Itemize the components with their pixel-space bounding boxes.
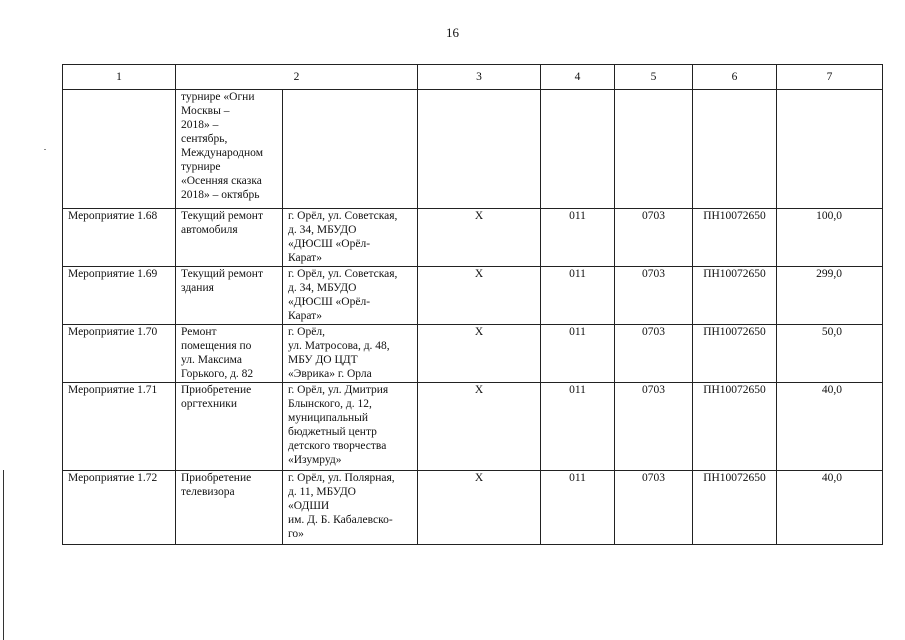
- cell-empty: [693, 90, 777, 209]
- page-number: 16: [446, 25, 459, 40]
- name-text: Ремонт помещения по ул. Максима Горького, д. 82: [181, 326, 254, 380]
- cell-col4: 011: [541, 325, 615, 383]
- cell-col3: Х: [418, 209, 541, 267]
- cell-address: [283, 267, 418, 325]
- name-text: Текущий ремонт здания: [181, 268, 263, 294]
- cell-col4: 011: [541, 471, 615, 545]
- cell-col6: ПН10072650: [693, 471, 777, 545]
- column-header-4: 4: [541, 65, 615, 90]
- cell-col7: 50,0: [777, 325, 883, 383]
- cell-continuation-text: [176, 90, 283, 209]
- cell-col7: 299,0: [777, 267, 883, 325]
- cell-name: [176, 267, 283, 325]
- name-text: Текущий ремонт автомобиля: [181, 210, 263, 236]
- cell-address: [283, 209, 418, 267]
- cell-event: Мероприятие 1.70: [63, 325, 176, 383]
- address-text: г. Орёл, ул. Дмитрия Блынского, д. 12, муниципальный бюджетный центр детского творчества «Изумруд»: [288, 384, 389, 466]
- column-header-1: 1: [63, 65, 176, 90]
- cell-col4: 011: [541, 383, 615, 471]
- table-row: [63, 471, 883, 545]
- cell-col3: Х: [418, 471, 541, 545]
- address-text: г. Орёл, ул. Матросова, д. 48, МБУ ДО ЦДТ «Эврика» г. Орла: [288, 326, 390, 380]
- table-row: [63, 209, 883, 267]
- cell-col7: 40,0: [777, 471, 883, 545]
- table-row: [63, 325, 883, 383]
- column-header-5: 5: [615, 65, 693, 90]
- cell-col4: 011: [541, 209, 615, 267]
- scan-edge-line: [3, 470, 4, 640]
- cell-col5: 0703: [615, 209, 693, 267]
- cell-col7: 40,0: [777, 383, 883, 471]
- cell-address: [283, 325, 418, 383]
- cell-event: Мероприятие 1.71: [63, 383, 176, 471]
- cell-col5: 0703: [615, 471, 693, 545]
- budget-table: [62, 64, 883, 545]
- cell-col3: Х: [418, 267, 541, 325]
- cell-empty: [541, 90, 615, 209]
- address-text: г. Орёл, ул. Полярная, д. 11, МБУДО «ОДШИ им. Д. Б. Кабалевско- го»: [288, 472, 395, 540]
- table-row: [63, 267, 883, 325]
- cell-address: [283, 471, 418, 545]
- cell-col7: 100,0: [777, 209, 883, 267]
- column-header-3: 3: [418, 65, 541, 90]
- cell-event: Мероприятие 1.72: [63, 471, 176, 545]
- name-text: Приобретение оргтехники: [181, 384, 252, 410]
- cell-empty: [615, 90, 693, 209]
- cell-col5: 0703: [615, 325, 693, 383]
- address-text: г. Орёл, ул. Советская, д. 34, МБУДО «ДЮСШ «Орёл- Карат»: [288, 210, 398, 264]
- continuation-text: турнире «Огни Москвы – 2018» – сентябрь, Международном турнире «Осенняя сказка 2018» – октябрь: [181, 91, 263, 201]
- scan-speck: [44, 149, 46, 150]
- column-header-6: 6: [693, 65, 777, 90]
- column-header-2: 2: [176, 65, 418, 90]
- cell-col3: Х: [418, 383, 541, 471]
- cell-name: [176, 325, 283, 383]
- cell-col3: Х: [418, 325, 541, 383]
- cell-name: [176, 383, 283, 471]
- cell-col4: 011: [541, 267, 615, 325]
- cell-col6: ПН10072650: [693, 267, 777, 325]
- cell-empty: [63, 90, 176, 209]
- cell-col6: ПН10072650: [693, 383, 777, 471]
- table-row: [63, 383, 883, 471]
- cell-col5: 0703: [615, 267, 693, 325]
- column-header-7: 7: [777, 65, 883, 90]
- cell-col5: 0703: [615, 383, 693, 471]
- cell-address: [283, 383, 418, 471]
- cell-col6: ПН10072650: [693, 209, 777, 267]
- address-text: г. Орёл, ул. Советская, д. 34, МБУДО «ДЮСШ «Орёл- Карат»: [288, 268, 398, 322]
- column-header-row: [63, 65, 883, 90]
- cell-event: Мероприятие 1.68: [63, 209, 176, 267]
- cell-col6: ПН10072650: [693, 325, 777, 383]
- cell-event: Мероприятие 1.69: [63, 267, 176, 325]
- cell-name: [176, 209, 283, 267]
- table-row-continuation: [63, 90, 883, 209]
- cell-empty: [418, 90, 541, 209]
- cell-name: [176, 471, 283, 545]
- cell-empty: [283, 90, 418, 209]
- name-text: Приобретение телевизора: [181, 472, 252, 498]
- cell-empty: [777, 90, 883, 209]
